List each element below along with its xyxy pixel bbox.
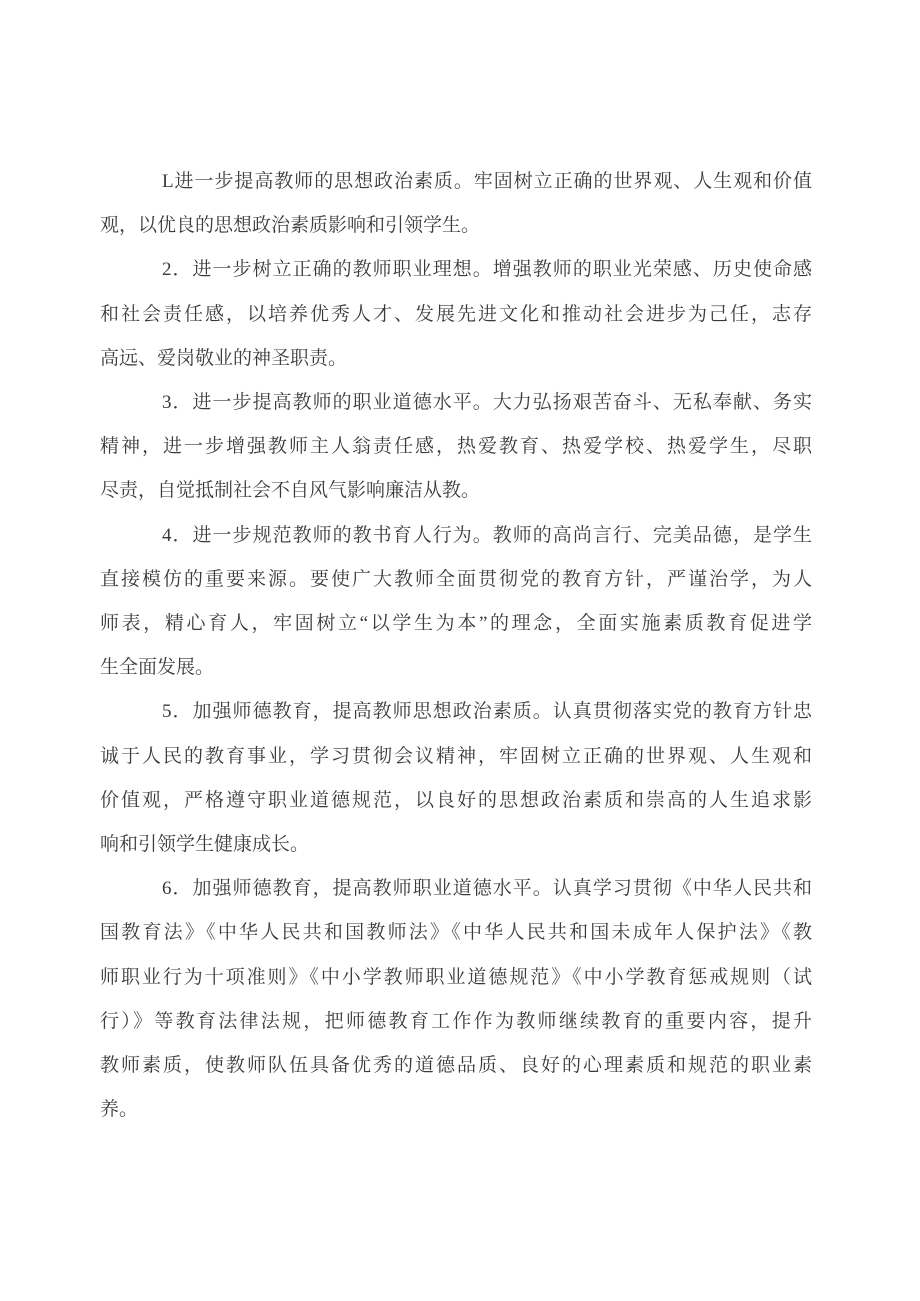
doc-line: 观，以优良的思想政治素质影响和引领学生。 [100,215,481,237]
doc-line: 精神，进一步增强教师主人翁责任感，热爱教育、热爱学校、热爱学生，尽职 [100,436,812,458]
doc-line: 2．进一步树立正确的教师职业理想。增强教师的职业光荣感、历史使命感 [162,259,812,281]
paragraph-2 [100,248,812,381]
document-body [100,0,812,1132]
doc-line: L进一步提高教师的思想政治素质。牢固树立正确的世界观、人生观和价值 [162,171,812,192]
paragraph-3 [100,381,812,514]
doc-line: 诚于人民的教育事业，学习贯彻会议精神，牢固树立正确的世界观、人生观和 [100,745,812,767]
doc-line: 国教育法》《中华人民共和国教师法》《中华人民共和国未成年人保护法》《教 [100,922,812,944]
doc-line: 行）》等教育法律法规，把师德教育工作作为教师继续教育的重要内容，提升 [100,1010,812,1032]
doc-line: 生全面发展。 [100,657,215,679]
doc-line: 3．进一步提高教师的职业道德水平。大力弘扬艰苦奋斗、无私奉献、务实 [162,392,812,414]
doc-line: 5．加强师德教育，提高教师思想政治素质。认真贯彻落实党的教育方针忠 [162,701,812,723]
paragraph-6 [100,867,812,1132]
doc-line: 尽责，自觉抵制社会不自风气影响廉洁从教。 [100,480,481,502]
doc-line: 响和引领学生健康成长。 [100,834,310,856]
doc-line: 价值观，严格遵守职业道德规范，以良好的思想政治素质和崇高的人生追求影 [100,789,812,811]
doc-line: 养。 [100,1099,139,1121]
doc-line: 教师素质，使教师队伍具备优秀的道德品质、良好的心理素质和规范的职业素 [100,1055,812,1077]
doc-line: 6．加强师德教育，提高教师职业道德水平。认真学习贯彻《中华人民共和 [162,878,812,900]
doc-line: 4．进一步规范教师的教书育人行为。教师的高尚言行、完美品德，是学生 [162,524,812,546]
paragraph-5 [100,690,812,867]
doc-line: 高远、爱岗敬业的神圣职责。 [100,347,348,369]
doc-line: 师职业行为十项准则》《中小学教师职业道德规范》《中小学教育惩戒规则（试 [100,966,812,988]
doc-line: 师表，精心育人，牢固树立“以学生为本”的理念，全面实施素质教育促进学 [100,613,812,635]
doc-line: 直接模仿的重要来源。要使广大教师全面贯彻党的教育方针，严谨治学，为人 [100,568,812,590]
paragraph-1 [100,160,812,248]
paragraph-4 [100,514,812,691]
doc-line: 和社会责任感，以培养优秀人才、发展先进文化和推动社会进步为己任，志存 [100,303,812,325]
